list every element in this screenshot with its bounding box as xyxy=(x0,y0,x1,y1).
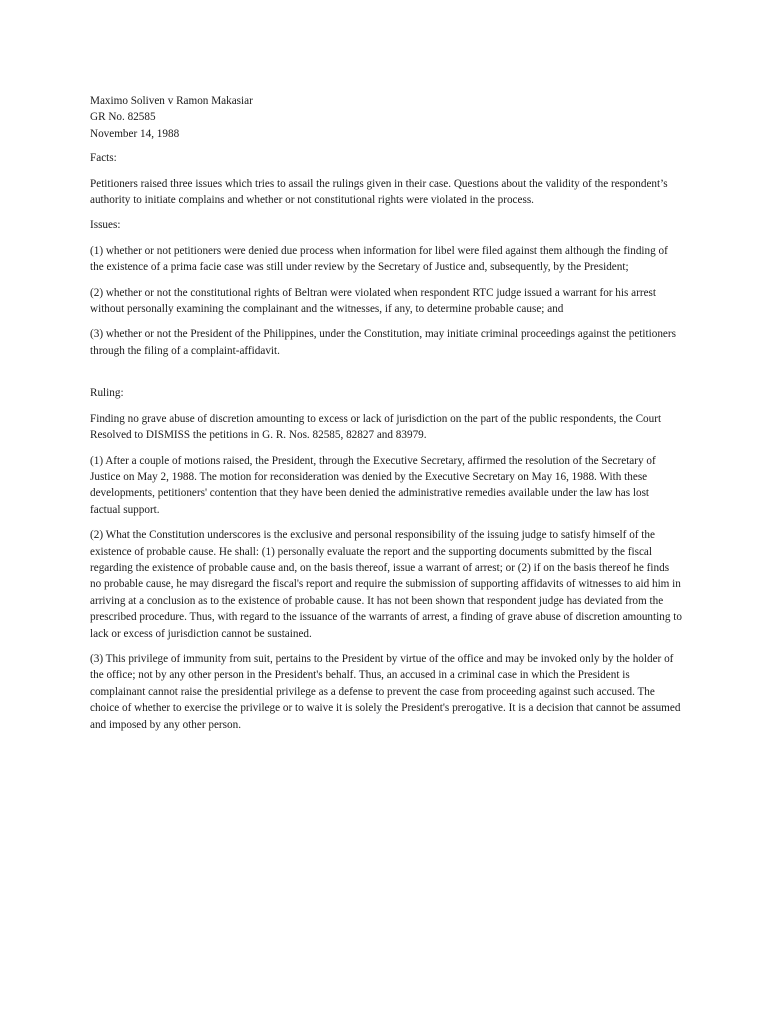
ruling-intro: Finding no grave abuse of discretion amounting to excess or lack of jurisdiction on the part of the public respondents, the Court Resolved to DISMISS the petitions in G. R. Nos. 82585, 82827 and 83979. xyxy=(90,412,662,442)
ruling-item-2: (2) What the Constitution underscores is the exclusive and personal responsibility of the issuing judge to satisfy himself of the existence of probable cause. He shall: (1) personally evaluate the report and the supporting documents submitted by the fiscal regarding the existence of probable cause and, on the basis thereof, issue a warrant of arrest; or (2) if on the basis thereof he finds no probable cause, he may disregard the fiscal's report and require the submission of supporting affidavits of witnesses to aid him in arriving at a conclusion as to the existence of probable cause. It has not been shown that respondent judge has deviated from the prescribed procedure. Thus, with regard to the issuance of the warrants of arrest, a finding of grave abuse of discretion amounting to lack or excess of jurisdiction cannot be sustained. xyxy=(90,529,682,640)
case-title: Maximo Soliven v Ramon Makasiar xyxy=(90,95,253,107)
issue-item-1: (1) whether or not petitioners were denied due process when information for libel were filed against them although the finding of the existence of a prima facie case was still under review by the Secretary of Justice and, subsequently, by the President; xyxy=(90,244,668,274)
ruling-item-1: (1) After a couple of motions raised, the President, through the Executive Secretary, affirmed the resolution of the Secretary of Justice on May 2, 1988. The motion for reconsideration was denied by the Executive Secretary on May 16, 1988. With these developments, petitioners' contention that they have been denied the administrative remedies available under the law has lost factual support. xyxy=(90,454,656,516)
issues-heading: Issues: xyxy=(90,219,121,232)
ruling-heading: Ruling: xyxy=(90,387,124,400)
ruling-item-3: (3) This privilege of immunity from suit, pertains to the President by virtue of the office and may be invoked only by the holder of the office; not by any other person in the President's behalf. Thus, an accused in a criminal case in which the President is complainant cannot raise the presidential privilege as a defense to prevent the case from proceeding against such accused. The choice of whether to exercise the privilege or to waive it is solely the President's prerogative. It is a decision that cannot be assumed and imposed by any other person. xyxy=(90,652,681,731)
case-date: November 14, 1988 xyxy=(90,127,180,140)
document-page xyxy=(90,93,682,733)
issue-item-2: (2) whether or not the constitutional rights of Beltran were violated when respondent RTC judge issued a warrant for his arrest without personally examining the complainant and the witnesses, if any, to determine probable cause; and xyxy=(90,286,657,316)
facts-heading: Facts: xyxy=(90,152,117,165)
issue-item-3: (3) whether or not the President of the Philippines, under the Constitution, may initiate criminal proceedings against the petitioners through the filing of a complaint-affidavit. xyxy=(90,328,676,357)
case-gr-number: GR No. 82585 xyxy=(90,111,156,124)
facts-paragraph: Petitioners raised three issues which tries to assail the rulings given in their case. Questions about the validity of the respondent’s authority to initiate complains and whether or not constitutional rights were violated in the process. xyxy=(90,177,668,207)
